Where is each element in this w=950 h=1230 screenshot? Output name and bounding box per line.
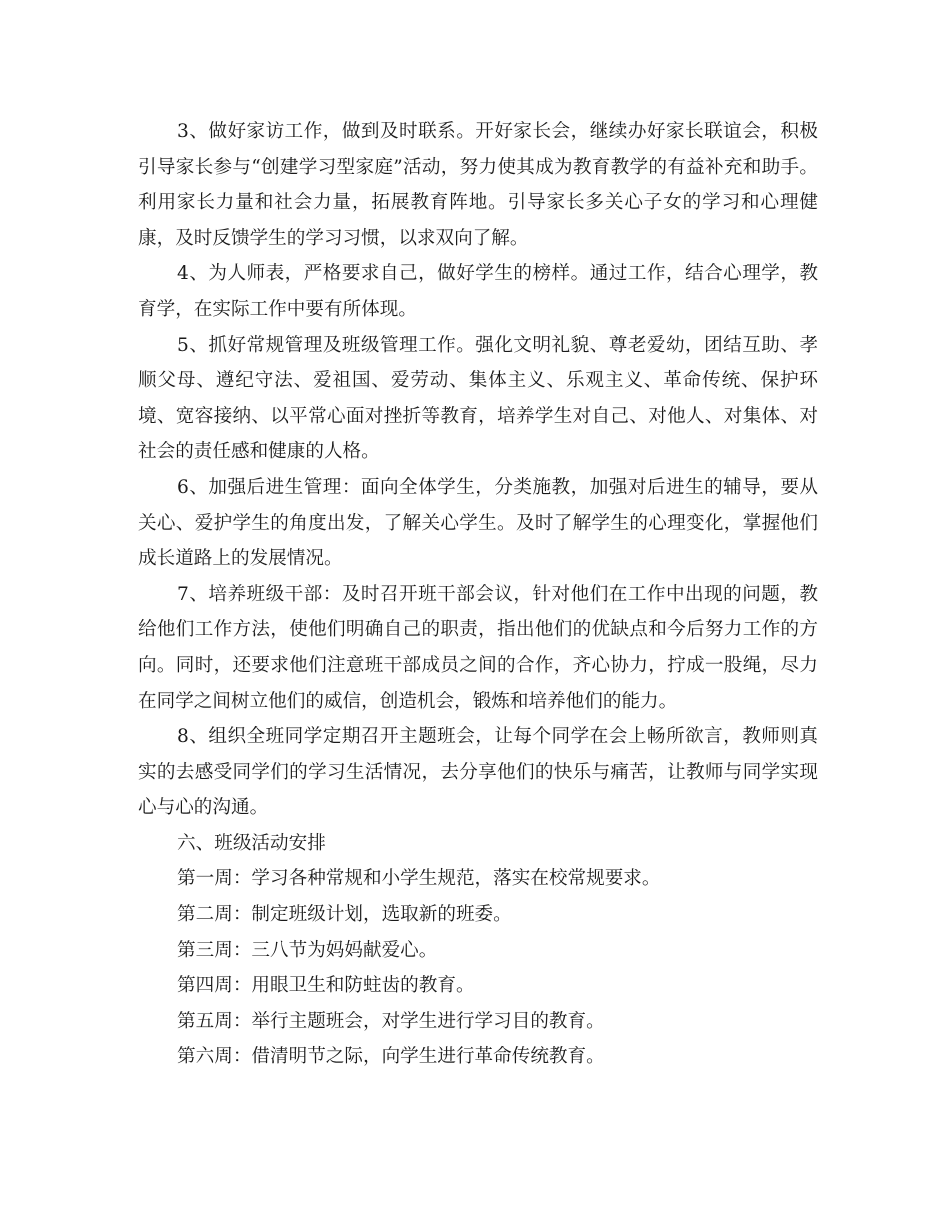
paragraph-theme-meetings: 8、组织全班同学定期召开主题班会，让每个同学在会上畅所欲言，教师则真实的去感受同学们的学习生活情况，去分享他们的快乐与痛苦，让教师与同学实现心与心的沟通。 (138, 726, 818, 819)
schedule-item-week-6: 第六周：借清明节之际，向学生进行革命传统教育。 (177, 1046, 605, 1068)
schedule-item-week-5: 第五周：举行主题班会，对学生进行学习目的教育。 (177, 1010, 605, 1032)
paragraph-struggling-students: 6、加强后进生管理：面向全体学生，分类施教，加强对后进生的辅导，要从关心、爱护学生的角度出发，了解关心学生。及时了解学生的心理变化，掌握他们成长道路上的发展情况。 (138, 476, 818, 570)
paragraph-class-cadres: 7、培养班级干部：及时召开班干部会议，针对他们在工作中出现的问题，教给他们工作方法，使他们明确自己的职责，指出他们的优缺点和今后努力工作的方向。同时，还要求他们注意班干部成员之间的合作，齐心协力，拧成一股绳，尽力在同学之间树立他们的威信，创造机会，锻炼和培养他们的能力。 (138, 583, 818, 712)
schedule-item-week-1: 第一周：学习各种常规和小学生规范，落实在校常规要求。 (177, 868, 661, 890)
schedule-item-week-3: 第三周：三八节为妈妈献爱心。 (177, 939, 438, 961)
section-heading: 六、班级活动安排 (177, 832, 326, 854)
paragraph-class-management: 5、抓好常规管理及班级管理工作。强化文明礼貌、尊老爱幼，团结互助、孝顺父母、遵纪守法、爱祖国、爱劳动、集体主义、乐观主义、革命传统、保护环境、宽容接纳、以平常心面对挫折等教育，培养学生对自己、对他人、对集体、对社会的责任感和健康的人格。 (138, 334, 818, 463)
paragraph-home-visits: 3、做好家访工作，做到及时联系。开好家长会，继续办好家长联谊会，积极引导家长参与“创建学习型家庭”活动，努力使其成为教育教学的有益补充和助手。利用家长力量和社会力量，拓展教育阵地。引导家长多关心子女的学习和心理健康，及时反馈学生的学习习惯，以求双向了解。 (138, 121, 818, 249)
document-page (138, 114, 818, 1075)
paragraph-role-model: 4、为人师表，严格要求自己，做好学生的榜样。通过工作，结合心理学，教育学，在实际工作中要有所体现。 (138, 263, 818, 320)
schedule-item-week-2: 第二周：制定班级计划，选取新的班委。 (177, 904, 512, 926)
schedule-item-week-4: 第四周：用眼卫生和防蛀齿的教育。 (177, 975, 475, 997)
